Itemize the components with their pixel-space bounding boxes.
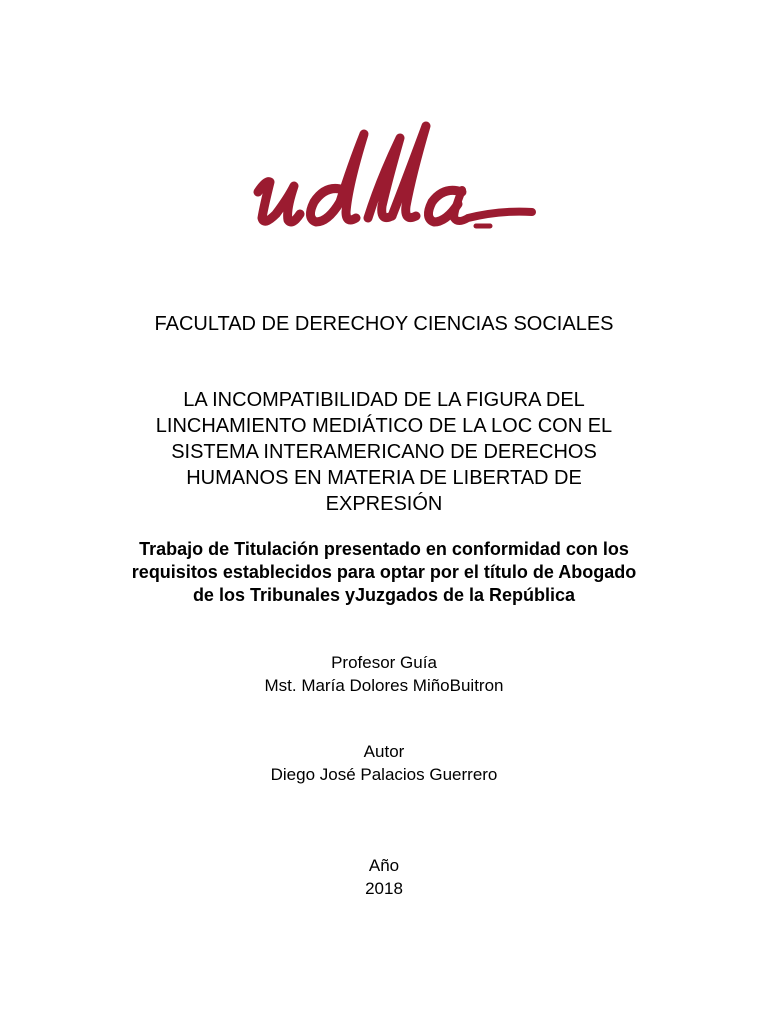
description-line: requisitos establecidos para optar por el título de Abogado <box>131 562 637 582</box>
advisor-label: Profesor Guía <box>331 653 437 672</box>
udla-logo <box>240 110 540 250</box>
title-line: SISTEMA INTERAMERICANO DE DERECHOS <box>171 441 597 463</box>
year-label: Año <box>368 856 400 875</box>
title-line: LA INCOMPATIBILIDAD DE LA FIGURA DEL <box>183 389 585 411</box>
title-line: LINCHAMIENTO MEDIÁTICO DE LA LOC CON EL <box>155 415 613 437</box>
faculty-name: FACULTAD DE DERECHOY CIENCIAS SOCIALES <box>154 313 614 335</box>
title-line: HUMANOS EN MATERIA DE LIBERTAD DE <box>186 467 582 489</box>
description-line: Trabajo de Titulación presentado en conformidad con los <box>139 539 629 559</box>
author-name: Diego José Palacios Guerrero <box>270 765 498 784</box>
advisor-block <box>0 651 768 697</box>
advisor-name: Mst. María Dolores MiñoBuitron <box>264 676 504 695</box>
author-block <box>0 740 768 786</box>
thesis-description <box>0 538 768 607</box>
author-label: Autor <box>363 742 405 761</box>
description-line: de los Tribunales yJuzgados de la República <box>192 585 576 605</box>
year-block <box>0 854 768 900</box>
title-line: EXPRESIÓN <box>325 493 443 515</box>
thesis-title <box>0 387 768 517</box>
year-value: 2018 <box>365 879 403 898</box>
